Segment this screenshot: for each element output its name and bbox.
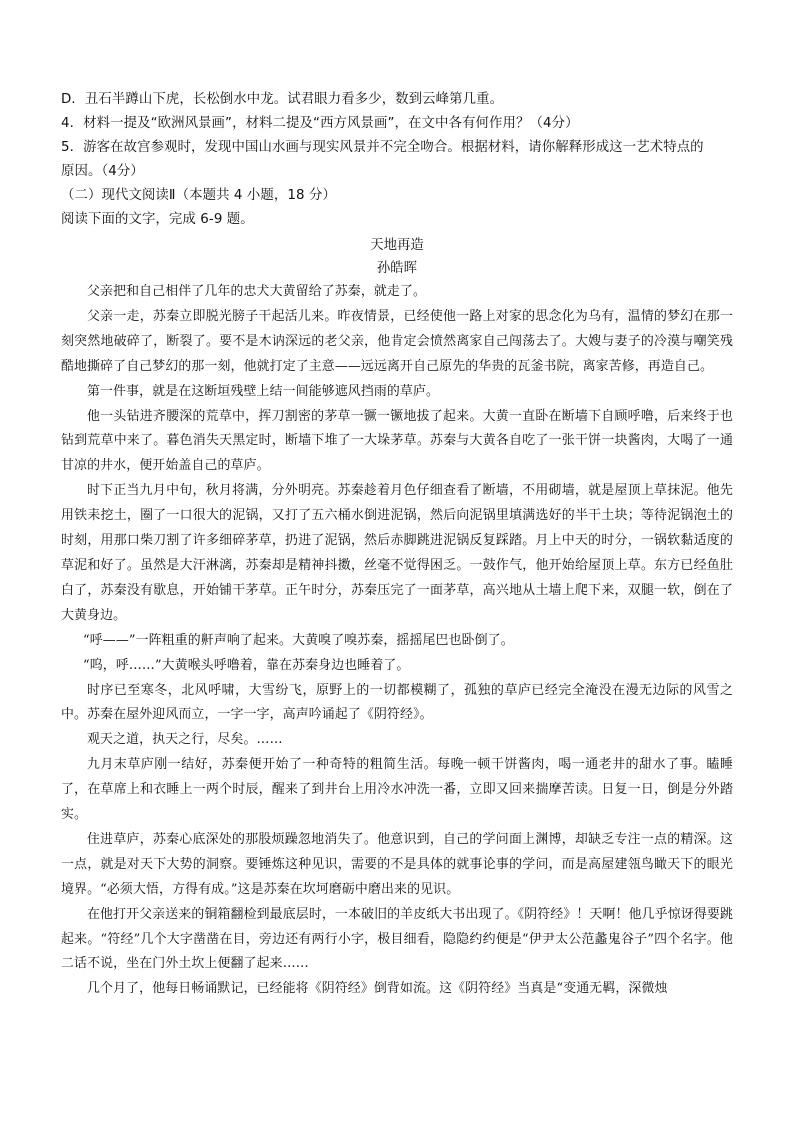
paragraph: 九月末草庐刚一结好，苏秦便开始了一种奇特的粗简生活。每晚一顿干饼酱肉，喝一通老井的甜水了事。瞌睡了，在草席上和衣睡上一两个时辰，醒来了到井台上用冷水冲洗一番，立即又回来揣摩苦读。日复一日，倒是分外踏实。: [61, 757, 733, 823]
paragraph: “呼——”一阵粗重的鼾声响了起来。大黄嗅了嗅苏秦，摇摇尾巴也卧倒了。: [83, 632, 514, 648]
section-instruction: 阅读下面的文字，完成 6-9 题。: [61, 212, 254, 227]
exam-page: [61, 88, 733, 1002]
paragraph: 父亲一走，苏秦立即脱光膀子干起活儿来。昨夜情景，已经使他一路上对家的思念化为乌有，温情的梦幻在那一刻突然地破碎了，断裂了。要不是木讷深远的老父亲，他肯定会愤然离家自己闯荡去了。大嫂与妻子的冷漠与嘲笑残酷地撕碎了自己梦幻的那一刻，他就打定了主意——远远离开自己原先的华贵的瓦釜书院，离家苦修，再造自己。: [61, 308, 733, 374]
question-4: 4．材料一提及“欧洲风景画”，材料二提及“西方风景画”，在文中各有何作用？（4分）: [61, 116, 579, 131]
article-body: [61, 280, 733, 1002]
paragraph: 第一件事，就是在这断垣残壁上结一间能够遮风挡雨的草庐。: [87, 383, 440, 399]
paragraph: 时下正当九月中旬，秋月将满，分外明亮。苏秦趁着月色仔细查看了断墙，不用砌墙，就是屋顶上草抹泥。他先用铁耒挖土，圈了一口很大的泥锅，又打了五六桶水倒进泥锅，然后向泥锅里填满选好的半干土块；等待泥锅泡土的时刻，用那口柴刀割了许多细碎茅草，扔进了泥锅，然后赤脚跳进泥锅反复踩踏。月上中天的时分，一锅软黏适度的草泥和好了。虽然是大汗淋漓，苏秦却是精神抖擞，丝毫不觉得困乏。一鼓作气，他开始给屋顶上草。东方已经鱼肚白了，苏秦没有歇息，开始铺干茅草。正午时分，苏秦压完了一面茅草，高兴地从土墙上爬下来，双腿一软，倒在了大黄身边。: [61, 483, 733, 623]
paragraph: 观天之道，执天之行，尽矣。……: [87, 732, 283, 748]
paragraph: 在他打开父亲送来的铜箱翻检到最底层时，一本破旧的羊皮纸大书出现了。《阴符经》！天啊！他几乎惊讶得要跳起来。“符经”几个大字凿凿在目，旁边还有两行小字，极目细看，隐隐约约便是“伊尹太公范蠡鬼谷子”四个名字。他二话不说，坐在门外土坎上便翻了起来……: [61, 906, 733, 972]
paragraph: 住进草庐，苏秦心底深处的那股烦躁忽地消失了。他意识到，自己的学问面上渊博，却缺乏专注一点的精深。这一点，就是对天下大势的洞察。要锤炼这种见识，需要的不是具体的就事论事的学问，而是高屋建瓴鸟瞰天下的眼光境界。“必须大悟，方得有成。”这是苏秦在坎坷磨砺中磨出来的见识。: [61, 831, 733, 897]
paragraph: 父亲把和自己相伴了几年的忠犬大黄留给了苏秦，就走了。: [87, 284, 427, 299]
paragraph: 他一头钻进齐腰深的荒草中，挥刀割密的茅草一镢一镢地拔了起来。大黄一直卧在断墙下自顾呼噜，后来终于也钻到荒草中来了。暮色消失天黑定时，断墙下堆了一大垛茅草。苏秦与大黄各自吃了一张干饼一块酱肉，大喝了一通甘凉的井水，便开始盖自己的草庐。: [61, 408, 733, 474]
paragraph: “呜，呼……”大黄喉头呼噜着，靠在苏秦身边也睡着了。: [83, 657, 410, 673]
article-author: 孙皓晖: [376, 261, 418, 276]
article-title: 天地再造: [370, 238, 424, 253]
question-5-line-2: 原因。（4分）: [61, 164, 144, 179]
paragraph: 几个月了，他每日畅诵默记，已经能将《阴符经》倒背如流。这《阴符经》当真是“变通无羁，深微烛: [87, 981, 668, 997]
question-5-line-1: 5．游客在故宫参观时，发现中国山水画与现实风景并不完全吻合。根据材料，请你解释形成这一艺术特点的: [61, 140, 704, 155]
section-heading: （二）现代文阅读Ⅱ（本题共 4 小题，18 分）: [61, 188, 336, 203]
option-d: D．丑石半蹲山下虎，长松倒水中龙。试君眼力看多少，数到云峰第几重。: [61, 92, 504, 107]
paragraph: 时序已至寒冬，北风呼啸，大雪纷飞，原野上的一切都模糊了，孤独的草庐已经完全淹没在漫无边际的风雪之中。苏秦在屋外迎风而立，一字一字，高声吟诵起了《阴符经》。: [61, 682, 733, 723]
